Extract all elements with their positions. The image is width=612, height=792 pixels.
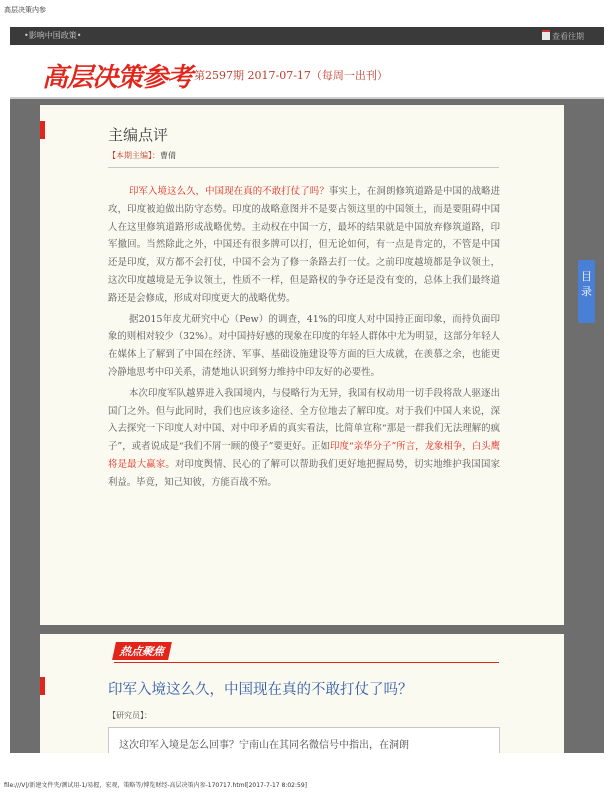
toc-tab[interactable]: 目录 xyxy=(578,260,595,323)
highlight-text: 印军入境这么久，中国现在真的不敢打仗了吗？ xyxy=(129,186,329,197)
newsletter-page xyxy=(10,27,604,753)
past-issues-link[interactable] xyxy=(542,30,584,42)
issue-info: 第2597期 2017-07-17（每周一出刊） xyxy=(194,69,388,82)
masthead xyxy=(10,45,604,99)
paragraph-text: 事实上，在洞朗修筑道路是中国的战略进攻，印度被迫做出防守态势。印度的战略意图并不是要占领这里的中国领土，而是要阻碍中国人在这里修筑道路形成战略优势。主动权在中国一方，最坏的结果就是中国放弃修筑道路，印军撤回。当然除此之外，中国还有很多牌可以打，但无论如何，有一点是肯定的，不管是中国还是印度，双方都不会打仗，中国不会为了修一条路去打一仗。之前印度越境都是争议领土，这次印度越境是无争议领土，性质不一样，但是路权的争夺还是没有变的，总体上我们最终道路还是会修成，形成对印度更大的战略优势。 xyxy=(108,186,500,304)
logo: 高层决策参考 xyxy=(42,63,193,93)
paragraph-text: 本次印度军队越界进入我国境内，与侵略行为无异，我国有权动用一切手段将敌人驱逐出国门之外。但与此同时，我们也应该多途径、全方位地去了解印度。对于我们中国人来说，深入去探究一下印度人对中国、对中印矛盾的真实看法，比简单宣称“那是一群我们无法理解的疯子”，或者说成是“我们不屑一顾的傻子”要更好。正如 xyxy=(108,387,500,453)
top-bar xyxy=(10,27,604,45)
summary-box xyxy=(108,727,500,753)
editor-line xyxy=(108,150,176,161)
summary-text: 这次印军入境是怎么回事？宁南山在其同名微信号中指出，在洞朗 xyxy=(119,740,409,751)
paragraph xyxy=(108,183,500,308)
past-issues-label: 查看往期 xyxy=(552,32,584,41)
paragraph xyxy=(108,385,500,492)
hot-topic-label: 热点聚焦 xyxy=(112,642,172,660)
print-header: 高层决策内参 xyxy=(4,6,46,14)
highlight-text: 印度“亲华分子”所言，龙象相争，白头鹰将是最大赢家。 xyxy=(108,441,500,470)
editorial-card xyxy=(40,105,564,625)
section-title: 主编点评 xyxy=(108,126,169,144)
divider xyxy=(114,662,499,663)
section-marker xyxy=(40,121,45,139)
paragraph-text: 对印度舆情、民心的了解可以帮助我们更好地把握局势，切实地维护我国国家利益。毕竟，知己知彼，方能百战不殆。 xyxy=(108,458,500,488)
researcher-line: 【研究员】： xyxy=(108,711,152,720)
paragraph: 据2015年皮尤研究中心（Pew）的调查，41%的印度人对中国持正面印象，而持负面印象的则相对较少（32%）。对中国持好感的现象在印度的年轻人群体中尤为明显，这部分年轻人在媒体上了解到了中国在经济、军事、基础设施建设等方面的巨大成就，在羡慕之余，也能更冷静地思考中印关系，清楚地认识到努力维持中印友好的必要性。 xyxy=(108,313,500,378)
print-footer: file:///V|/新建文件夹/测试用-1/易握，宏观，策略等/博览财经-高层决策内参-170717.html[2017-7-17 8:02:59] xyxy=(4,782,307,789)
editor-name: 曹倩 xyxy=(160,151,176,160)
slogan: •影响中国政策• xyxy=(24,31,82,40)
calendar-icon xyxy=(542,30,550,40)
article-title[interactable]: 印军入境这么久，中国现在真的不敢打仗了吗？ xyxy=(108,682,413,698)
hot-topic-card xyxy=(40,634,564,753)
editor-label: 【本期主编】： xyxy=(108,151,160,160)
divider xyxy=(108,167,499,168)
editorial-body xyxy=(108,183,500,495)
section-marker xyxy=(40,677,45,695)
